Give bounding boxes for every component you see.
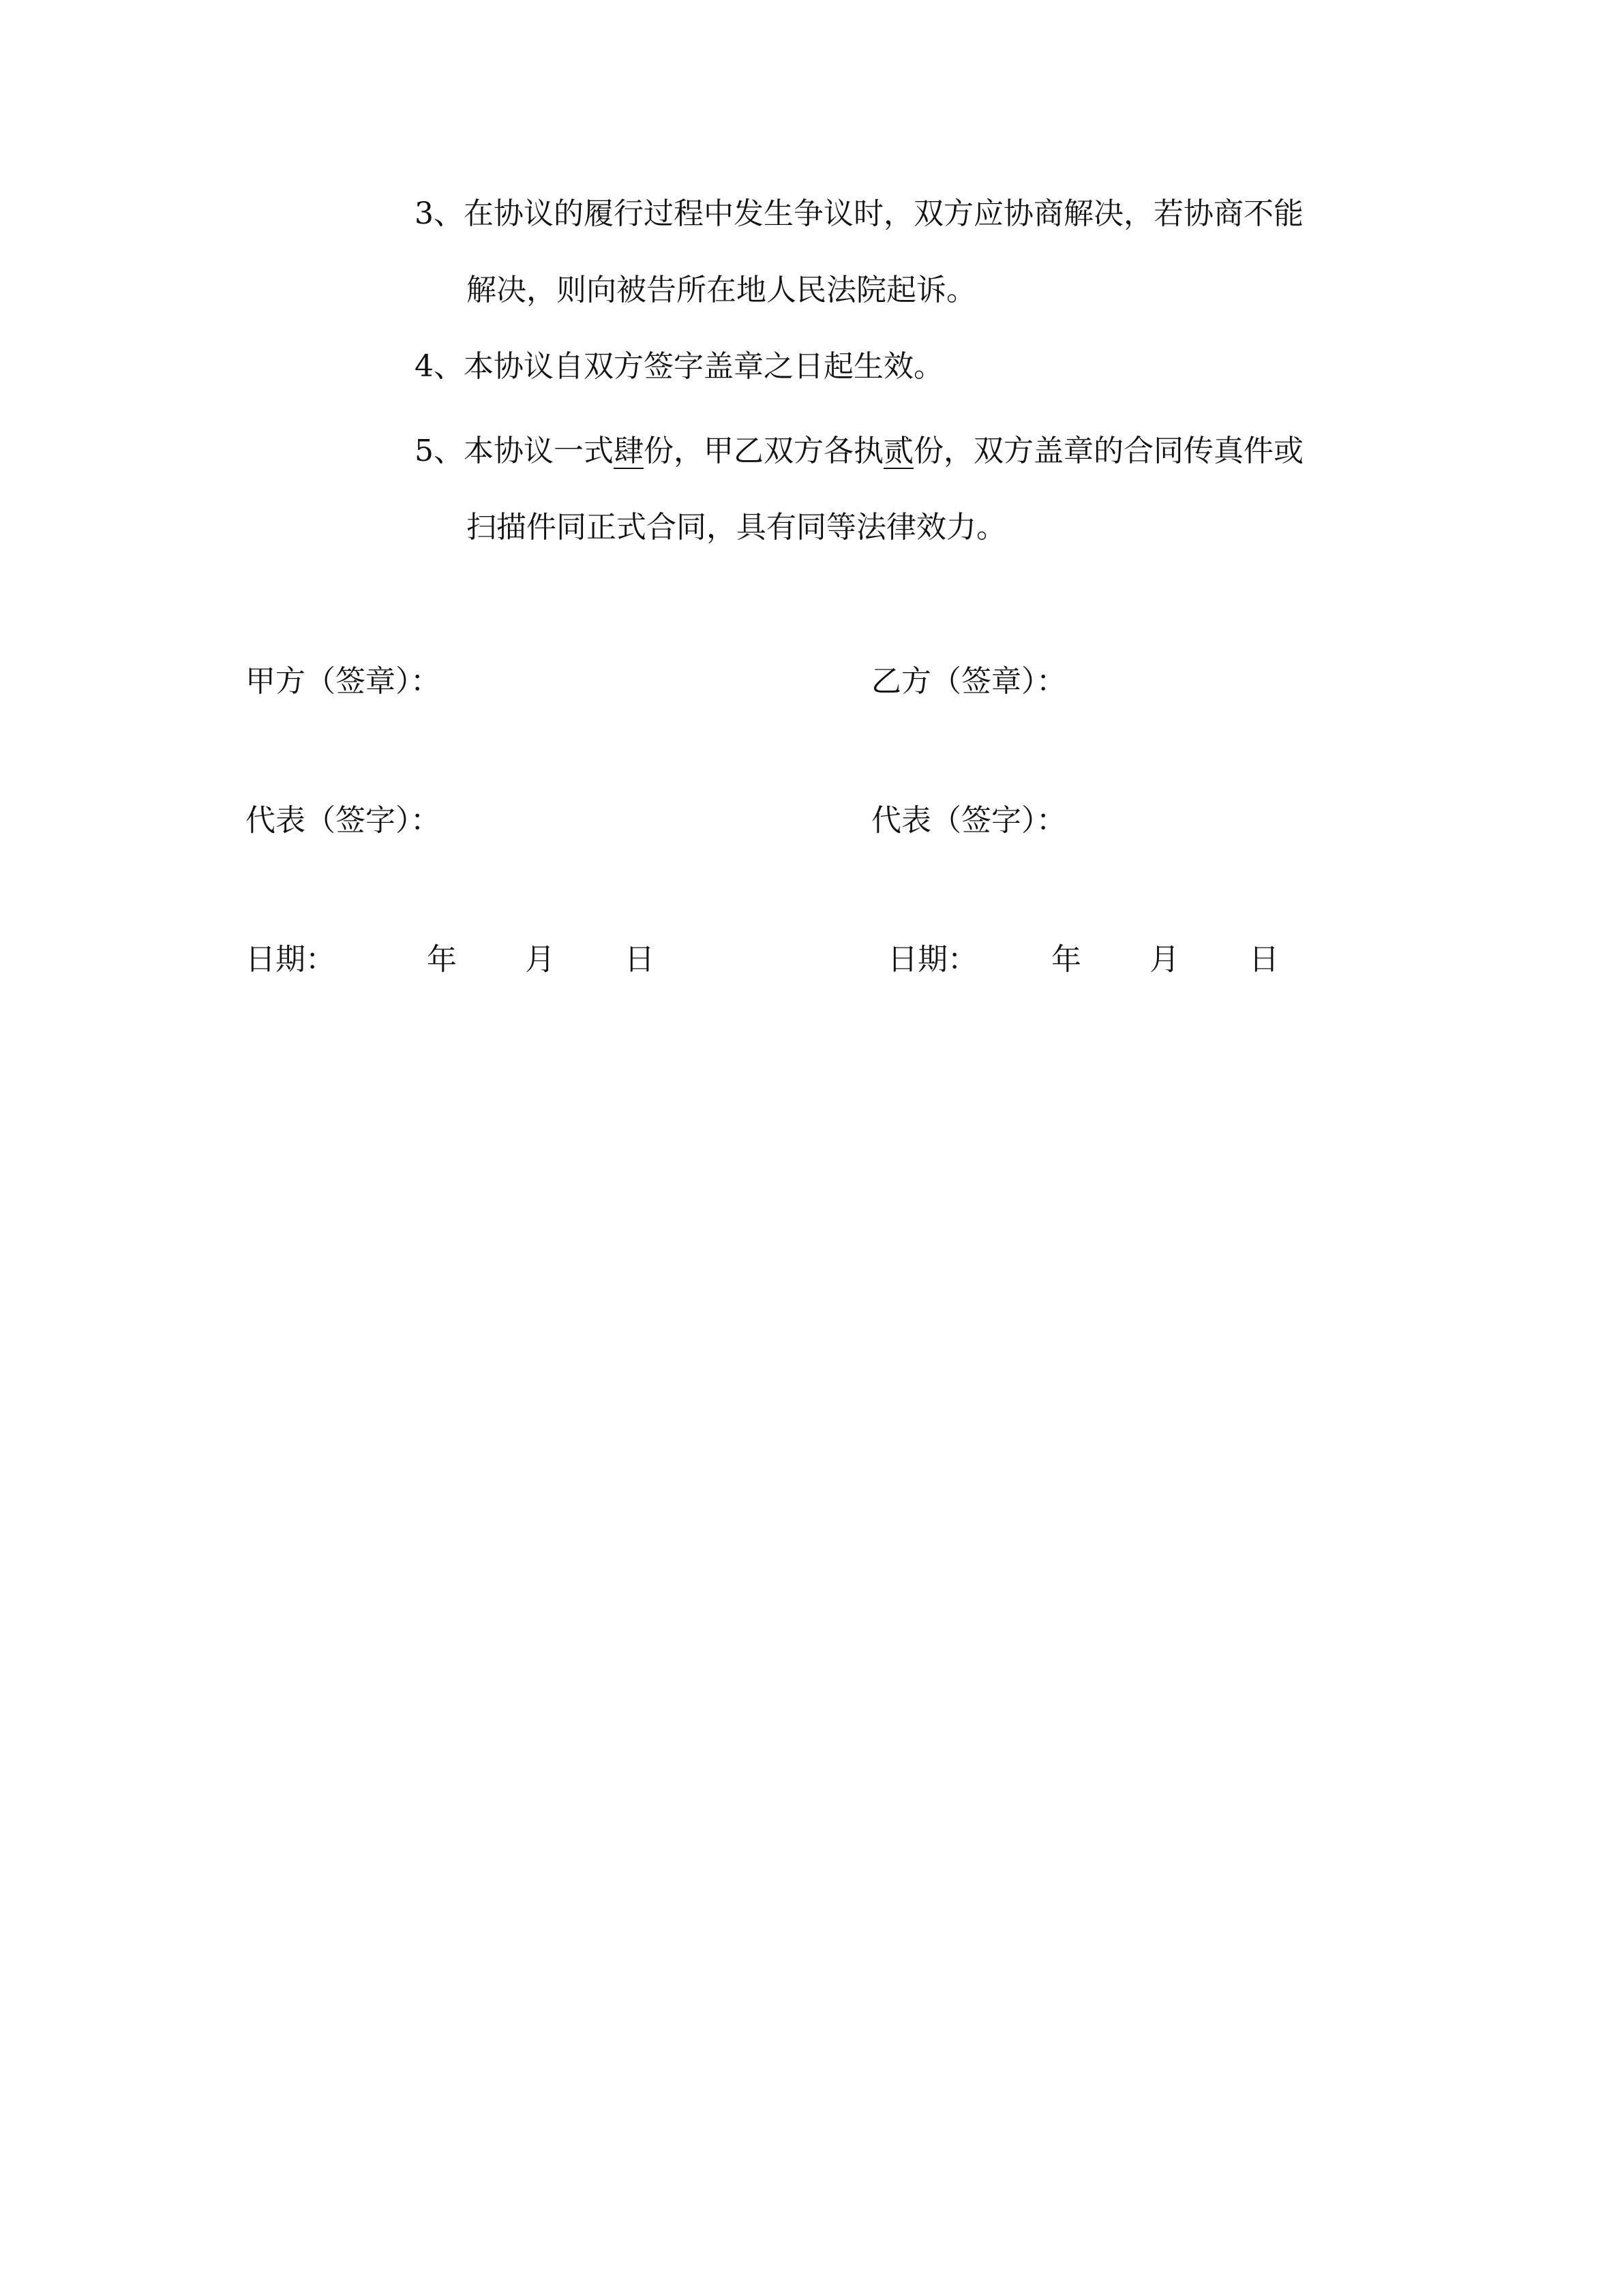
- clause-3-text-1: 在协议的履行过程中发生争议时，双方应协商解决，若协商不能: [464, 196, 1304, 231]
- party-b-date-month: 月: [1149, 942, 1179, 977]
- clause-5-text-c: 份，双方盖章的合同传真件或: [914, 434, 1304, 468]
- party-a-date-label: 日期：: [245, 942, 335, 977]
- each-party-count-underlined: 贰: [884, 434, 914, 468]
- clause-3: [415, 176, 1396, 329]
- party-b-date-year: 年: [1051, 942, 1081, 977]
- clause-5-line-1: [415, 413, 1396, 489]
- party-b-representative-label: 代表（签字）：: [871, 803, 1066, 838]
- clause-4-text-1: 本协议自双方签字盖章之日起生效。: [464, 349, 944, 384]
- party-a-date-month: 月: [525, 942, 555, 977]
- party-a-representative-label: 代表（签字）：: [245, 803, 440, 838]
- party-a-date-year: 年: [427, 942, 457, 977]
- clause-5: [415, 413, 1396, 566]
- clause-5-text-a: 本协议一式: [464, 434, 614, 468]
- party-b-seal-label: 乙方（签章）：: [871, 664, 1066, 699]
- clause-3-line-2: 解决，则向被告所在地人民法院起诉。: [466, 273, 976, 307]
- clause-5-number: 5、: [415, 434, 464, 468]
- clause-3-number: 3、: [415, 196, 464, 231]
- party-a-date-day: 日: [625, 942, 655, 977]
- clause-5-text-b: 份，甲乙双方各执: [644, 434, 884, 468]
- clause-3-line-1: [415, 176, 1396, 252]
- clause-4-line-1: [415, 329, 1396, 405]
- clause-5-line-2: 扫描件同正式合同，具有同等法律效力。: [466, 510, 1006, 545]
- clause-4-number: 4、: [415, 349, 464, 384]
- party-b-date-day: 日: [1249, 942, 1279, 977]
- clause-4: [415, 329, 1396, 405]
- party-a-seal-label: 甲方（签章）：: [245, 664, 440, 699]
- party-b-date-label: 日期：: [888, 942, 978, 977]
- copies-count-underlined: 肆: [614, 434, 644, 468]
